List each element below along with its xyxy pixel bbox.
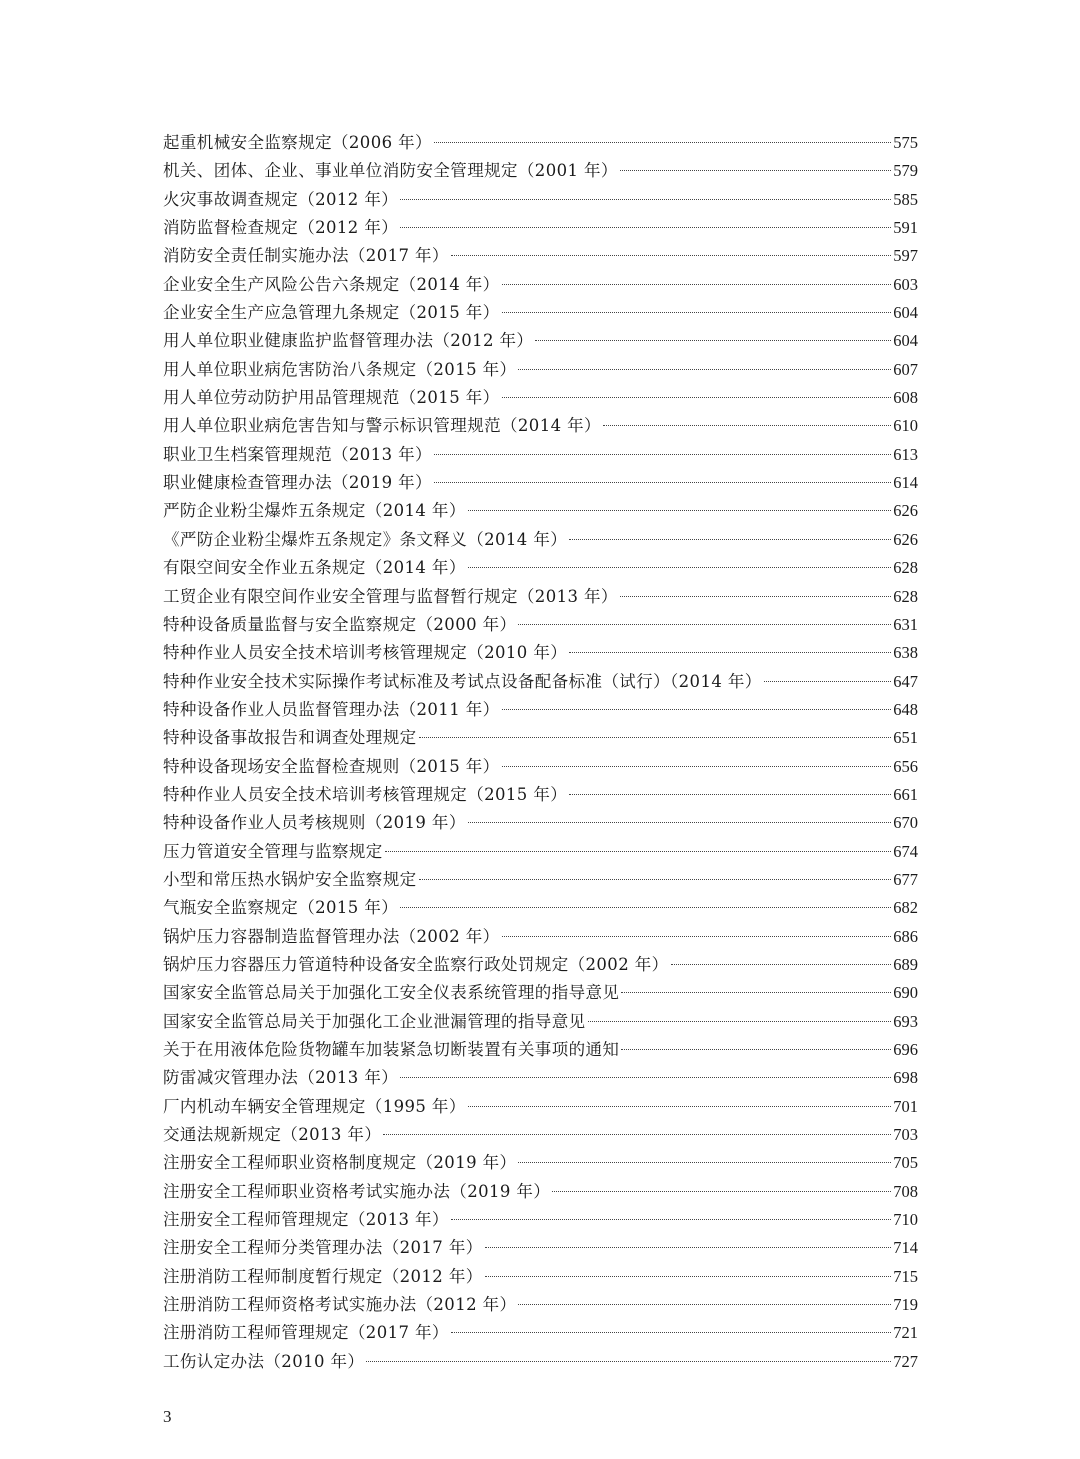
toc-entry-page: 613	[893, 444, 918, 464]
toc-entry-title: 特种设备作业人员考核规则（2019 年）	[163, 813, 466, 833]
dot-leader	[671, 964, 892, 965]
toc-entry-page: 647	[893, 671, 918, 691]
toc-entry-page: 701	[893, 1096, 918, 1116]
dot-leader	[468, 510, 892, 511]
dot-leader	[451, 1219, 891, 1220]
toc-entry-title: 交通法规新规定（2013 年）	[163, 1125, 382, 1145]
toc-entry-page: 597	[893, 246, 918, 266]
dot-leader	[502, 397, 892, 398]
toc-entry-title: 特种作业安全技术实际操作考试标准及考试点设备配备标准（试行）（2014 年）	[163, 671, 762, 691]
toc-entry-page: 682	[893, 898, 918, 918]
dot-leader	[434, 454, 891, 455]
toc-entry-page: 603	[893, 274, 918, 294]
toc-entry-page: 638	[893, 643, 918, 663]
toc-entry-page: 708	[893, 1181, 918, 1201]
toc-entry	[163, 186, 918, 214]
toc-entry	[163, 668, 918, 696]
dot-leader	[468, 567, 892, 568]
toc-entry	[163, 129, 918, 157]
toc-entry	[163, 1178, 918, 1206]
toc-entry	[163, 781, 918, 809]
dot-leader	[400, 1077, 891, 1078]
toc-entry-page: 591	[893, 218, 918, 238]
toc-entry	[163, 866, 918, 894]
toc-entry	[163, 1291, 918, 1319]
dot-leader	[569, 794, 891, 795]
toc-entry-page: 628	[893, 586, 918, 606]
toc-entry-page: 610	[893, 416, 918, 436]
toc-entry-page: 651	[893, 728, 918, 748]
toc-entry	[163, 441, 918, 469]
dot-leader	[502, 312, 892, 313]
toc-entry-title: 注册消防工程师制度暂行规定（2012 年）	[163, 1266, 483, 1286]
toc-entry-title: 企业安全生产风险公告六条规定（2014 年）	[163, 274, 500, 294]
dot-leader	[434, 142, 891, 143]
toc-entry-page: 715	[893, 1266, 918, 1286]
toc-entry-title: 用人单位职业病危害告知与警示标识管理规范（2014 年）	[163, 416, 601, 436]
toc-entry-title: 火灾事故调查规定（2012 年）	[163, 189, 399, 209]
toc-entry-page: 698	[893, 1068, 918, 1088]
dot-leader	[588, 1021, 892, 1022]
toc-entry-title: 气瓶安全监察规定（2015 年）	[163, 898, 399, 918]
toc-entry-page: 579	[893, 161, 918, 181]
dot-leader	[502, 766, 892, 767]
toc-entry-title: 消防安全责任制实施办法（2017 年）	[163, 246, 449, 266]
toc-entry	[163, 554, 918, 582]
toc-entry-title: 国家安全监管总局关于加强化工企业泄漏管理的指导意见	[163, 1011, 586, 1031]
dot-leader	[620, 596, 891, 597]
toc-entry-title: 机关、团体、企业、事业单位消防安全管理规定（2001 年）	[163, 161, 618, 181]
toc-entry	[163, 583, 918, 611]
toc-entry	[163, 753, 918, 781]
dot-leader	[451, 1332, 891, 1333]
dot-leader	[419, 879, 892, 880]
toc-entry-title: 有限空间安全作业五条规定（2014 年）	[163, 558, 466, 578]
toc-entry	[163, 299, 918, 327]
toc-entry-page: 714	[893, 1238, 918, 1258]
toc-entry	[163, 1319, 918, 1347]
dot-leader	[400, 907, 891, 908]
dot-leader	[518, 1304, 891, 1305]
toc-entry-title: 注册安全工程师管理规定（2013 年）	[163, 1210, 449, 1230]
toc-entry-page: 626	[893, 529, 918, 549]
toc-entry-page: 604	[893, 303, 918, 323]
toc-entry-title: 锅炉压力容器制造监督管理办法（2002 年）	[163, 926, 500, 946]
toc-entry-page: 727	[893, 1351, 918, 1371]
toc-entry-page: 656	[893, 756, 918, 776]
toc-entry	[163, 724, 918, 752]
toc-entry	[163, 1121, 918, 1149]
toc-entry-title: 注册消防工程师管理规定（2017 年）	[163, 1323, 449, 1343]
toc-entry-page: 631	[893, 614, 918, 634]
dot-leader	[535, 340, 891, 341]
dot-leader	[518, 1162, 891, 1163]
toc-entry	[163, 838, 918, 866]
toc-entry-title: 用人单位劳动防护用品管理规范（2015 年）	[163, 388, 500, 408]
toc-entry-page: 614	[893, 473, 918, 493]
toc-entry	[163, 469, 918, 497]
toc-entry-title: 工伤认定办法（2010 年）	[163, 1351, 365, 1371]
dot-leader	[434, 482, 891, 483]
dot-leader	[518, 369, 891, 370]
toc-entry	[163, 526, 918, 554]
toc-entry-title: 特种作业人员安全技术培训考核管理规定（2015 年）	[163, 784, 568, 804]
toc-entry-page: 585	[893, 189, 918, 209]
dot-leader	[451, 255, 891, 256]
toc-entry	[163, 1093, 918, 1121]
dot-leader	[400, 227, 891, 228]
table-of-contents	[163, 129, 918, 1376]
toc-entry	[163, 384, 918, 412]
toc-entry-page: 703	[893, 1125, 918, 1145]
toc-entry	[163, 611, 918, 639]
dot-leader	[621, 1049, 891, 1050]
dot-leader	[764, 681, 892, 682]
toc-entry-page: 721	[893, 1323, 918, 1343]
dot-leader	[603, 425, 891, 426]
toc-entry-page: 689	[893, 954, 918, 974]
toc-entry-page: 626	[893, 501, 918, 521]
dot-leader	[518, 624, 891, 625]
dot-leader	[485, 1247, 892, 1248]
toc-entry	[163, 923, 918, 951]
toc-entry-title: 用人单位职业病危害防治八条规定（2015 年）	[163, 359, 517, 379]
toc-entry	[163, 1263, 918, 1291]
toc-entry-title: 严防企业粉尘爆炸五条规定（2014 年）	[163, 501, 466, 521]
toc-entry-title: 防雷减灾管理办法（2013 年）	[163, 1068, 399, 1088]
dot-leader	[383, 1134, 891, 1135]
dot-leader	[621, 992, 891, 993]
dot-leader	[569, 539, 891, 540]
toc-entry-title: 国家安全监管总局关于加强化工安全仪表系统管理的指导意见	[163, 983, 620, 1003]
toc-entry-page: 670	[893, 813, 918, 833]
dot-leader	[366, 1361, 891, 1362]
toc-entry	[163, 157, 918, 185]
toc-entry	[163, 979, 918, 1007]
toc-entry-page: 690	[893, 983, 918, 1003]
toc-entry-page: 648	[893, 699, 918, 719]
toc-entry	[163, 497, 918, 525]
toc-entry-title: 特种设备作业人员监督管理办法（2011 年）	[163, 699, 500, 719]
toc-entry	[163, 951, 918, 979]
toc-entry-page: 696	[893, 1040, 918, 1059]
toc-entry-title: 注册消防工程师资格考试实施办法（2012 年）	[163, 1295, 517, 1315]
toc-entry-title: 特种设备事故报告和调查处理规定	[163, 728, 417, 748]
toc-entry-title: 压力管道安全管理与监察规定	[163, 841, 383, 861]
toc-entry	[163, 1008, 918, 1036]
dot-leader	[400, 199, 891, 200]
toc-entry	[163, 412, 918, 440]
toc-entry-page: 686	[893, 926, 918, 946]
toc-entry-title: 消防监督检查规定（2012 年）	[163, 218, 399, 238]
dot-leader	[385, 851, 892, 852]
toc-entry	[163, 1149, 918, 1177]
toc-entry	[163, 214, 918, 242]
toc-entry-title: 注册安全工程师分类管理办法（2017 年）	[163, 1238, 483, 1258]
toc-entry	[163, 242, 918, 270]
toc-entry-title: 特种设备现场安全监督检查规则（2015 年）	[163, 756, 500, 776]
toc-entry-page: 693	[893, 1011, 918, 1031]
toc-entry	[163, 1234, 918, 1262]
toc-entry-title: 特种设备质量监督与安全监察规定（2000 年）	[163, 614, 517, 634]
toc-entry-title: 注册安全工程师职业资格考试实施办法（2019 年）	[163, 1181, 551, 1201]
dot-leader	[468, 1106, 892, 1107]
dot-leader	[502, 709, 892, 710]
toc-entry	[163, 271, 918, 299]
toc-entry	[163, 1348, 918, 1376]
toc-entry-page: 719	[893, 1295, 918, 1315]
toc-entry	[163, 809, 918, 837]
toc-entry-page: 628	[893, 558, 918, 578]
toc-entry-title: 锅炉压力容器压力管道特种设备安全监察行政处罚规定（2002 年）	[163, 954, 669, 974]
toc-entry-page: 604	[893, 331, 918, 351]
toc-entry-page: 661	[893, 784, 918, 804]
toc-entry-page: 674	[893, 841, 918, 861]
toc-entry-title: 特种作业人员安全技术培训考核管理规定（2010 年）	[163, 643, 568, 663]
toc-entry-page: 705	[893, 1153, 918, 1173]
toc-entry-page: 607	[893, 359, 918, 379]
toc-entry-title: 企业安全生产应急管理九条规定（2015 年）	[163, 303, 500, 323]
toc-entry	[163, 639, 918, 667]
dot-leader	[419, 737, 892, 738]
toc-entry-page: 677	[893, 869, 918, 889]
toc-entry-title: 工贸企业有限空间作业安全管理与监督暂行规定（2013 年）	[163, 586, 618, 606]
dot-leader	[569, 652, 891, 653]
toc-entry	[163, 1206, 918, 1234]
dot-leader	[485, 1276, 892, 1277]
toc-entry-page: 608	[893, 388, 918, 408]
dot-leader	[468, 822, 892, 823]
toc-entry-title: 用人单位职业健康监护监督管理办法（2012 年）	[163, 331, 534, 351]
toc-entry	[163, 696, 918, 724]
toc-entry-title: 《严防企业粉尘爆炸五条规定》条文释义（2014 年）	[163, 529, 568, 549]
toc-entry	[163, 356, 918, 384]
toc-entry-title: 小型和常压热水锅炉安全监察规定	[163, 869, 417, 889]
dot-leader	[502, 936, 892, 937]
toc-entry-title: 厂内机动车辆安全管理规定（1995 年）	[163, 1096, 466, 1116]
toc-entry	[163, 894, 918, 922]
dot-leader	[552, 1191, 891, 1192]
dot-leader	[502, 284, 892, 285]
toc-entry-page: 575	[893, 133, 918, 152]
toc-entry-title: 注册安全工程师职业资格制度规定（2019 年）	[163, 1153, 517, 1173]
dot-leader	[620, 170, 891, 171]
page-number: 3	[163, 1407, 172, 1426]
toc-entry-title: 职业健康检查管理办法（2019 年）	[163, 473, 432, 493]
toc-entry-title: 关于在用液体危险货物罐车加装紧急切断装置有关事项的通知	[163, 1040, 620, 1059]
toc-entry-title: 职业卫生档案管理规范（2013 年）	[163, 444, 432, 464]
toc-entry-page: 710	[893, 1210, 918, 1230]
toc-entry	[163, 327, 918, 355]
toc-entry-title: 起重机械安全监察规定（2006 年）	[163, 133, 432, 152]
toc-entry	[163, 1036, 918, 1064]
toc-entry	[163, 1064, 918, 1092]
